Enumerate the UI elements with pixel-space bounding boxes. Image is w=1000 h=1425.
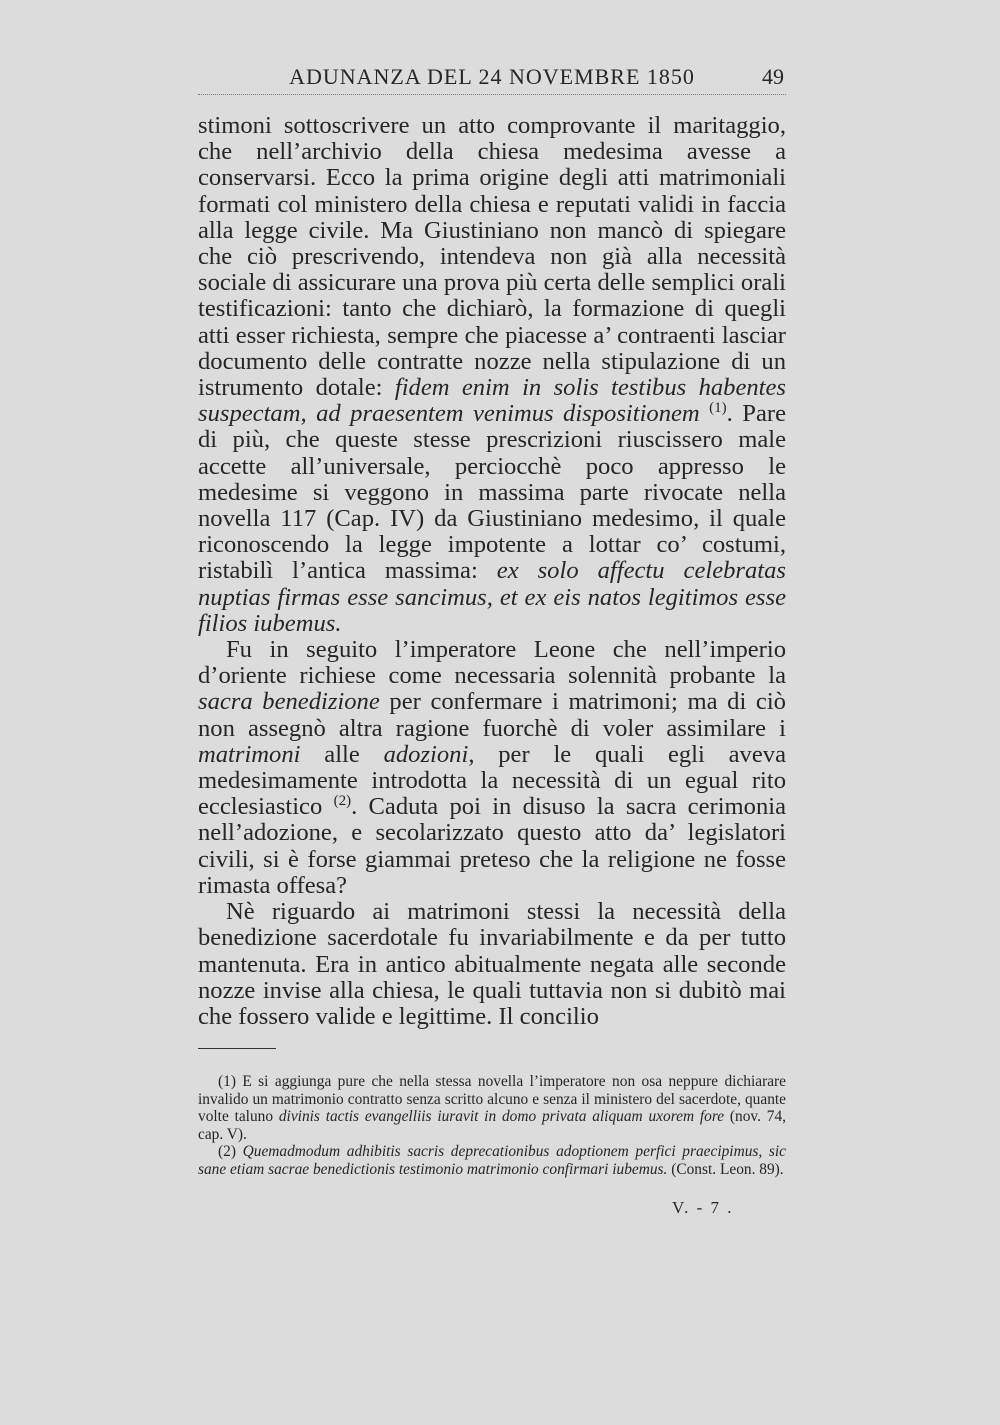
paragraph-1: [198, 113, 786, 637]
main-text: [198, 113, 786, 1030]
latin-quotation-2: ex solo affectu celebratas nuptias firmas esse sancimus, et ex eis natos legitimos esse filios iubemus.: [198, 557, 786, 637]
paragraph-2-text-c: alle: [300, 740, 384, 768]
footnote-1-text-a: (1) E si aggiunga pure che nella stessa novella l’imperatore non osa neppure dichiarare invalido un matrimonio contratto senza scritto alcuno e senza il ministero del sacerdote, quante volte taluno: [198, 1073, 786, 1126]
paragraph-2-text-e: . Caduta poi in disuso la sacra cerimonia nell’adozione, e secolarizzato questo atto da’ legislatori civili, si è forse giammai preteso che la religione ne fosse rimasta offesa?: [198, 793, 787, 899]
footnote-ref-2[interactable]: (2): [333, 793, 352, 810]
footnote-ref-1[interactable]: (1): [709, 400, 727, 417]
signature-mark: V. - 7 .: [672, 1198, 734, 1217]
latin-quotation-1: fidem enim in solis testibus habentes suspectam, ad praesentem venimus dispositionem: [198, 374, 786, 428]
paragraph-3: Nè riguardo ai matrimoni stessi la necessità della benedizione sacerdotale fu invariabilmente e da per tutto mantenuta. Era in antico abitualmente negata alle seconde nozze invise alla chiesa, le quali tuttavia non si dubitò mai che fossero valide e legittime. Il concilio: [198, 898, 786, 1030]
footnote-2-latin: Quemadmodum adhibitis sacris deprecationibus adoptionem perfici praecipimus, sic sane etiam sacrae benedictionis testimonio matrimonio confirmari iubemus.: [198, 1143, 787, 1178]
paragraph-2: [198, 637, 786, 899]
footnote-2: [198, 1143, 786, 1178]
footnote-separator: [198, 1048, 276, 1049]
emphasis-adozioni: adozioni: [383, 740, 469, 768]
page-header: [198, 64, 786, 95]
paragraph-2-text-b: per confermare i matrimoni; ma di ciò non assegnò altra ragione fuorchè di voler assimilare i: [198, 688, 786, 742]
emphasis-matrimoni: matrimoni: [198, 740, 301, 768]
footnote-1: [198, 1073, 786, 1143]
footnote-1-latin: divinis tactis evangelliis iuravit in domo privata aliquam uxorem fore: [278, 1108, 725, 1126]
paragraph-1-text-b: . Pare di più, che queste stesse prescrizioni riuscissero male accette all’universale, perciocchè poco appresso le medesime si veggono in massima parte rivocate nella novella 117 (Cap. IV) da Giustiniano medesimo, il quale riconoscendo la legge impotente a lottar co’ costumi, ristabilì l’antica massima:: [198, 400, 786, 585]
footnote-1-text-b: (nov. 74, cap. V).: [198, 1108, 786, 1143]
running-head: ADUNANZA DEL 24 NOVEMBRE 1850: [289, 64, 695, 89]
paragraph-2-text-a: Fu in seguito l’imperatore Leone che nell’imperio d’oriente richiese come necessaria solennità probante la: [198, 636, 786, 690]
page-number: 49: [762, 64, 784, 89]
footnotes: [198, 1073, 786, 1179]
paragraph-2-text-d: , per le quali egli aveva medesimamente introdotta la necessità di un egual rito ecclesiastico: [198, 740, 786, 821]
footnote-2-text-b: (Const. Leon. 89).: [667, 1160, 784, 1178]
emphasis-sacra-benedizione: sacra benedizione: [198, 688, 380, 716]
paragraph-1-text-a: stimoni sottoscrivere un atto comprovante il maritaggio, che nell’archivio della chiesa medesima avesse a conservarsi. Ecco la prima origine degli atti matrimoniali formati col ministero della chiesa e reputati validi in faccia alla legge civile. Ma Giustiniano non mancò di spiegare che ciò prescrivendo, intendeva non già alla necessità sociale di assicurare una prova più certa delle semplici orali testificazioni: tanto che dichiarò, la formazione di quegli atti esser richiesta, sempre che piacesse a’ contraenti lasciar documento delle contratte nozze nella stipulazione di un istrumento dotale:: [198, 112, 786, 402]
footnote-2-text-a: (2): [218, 1143, 243, 1161]
